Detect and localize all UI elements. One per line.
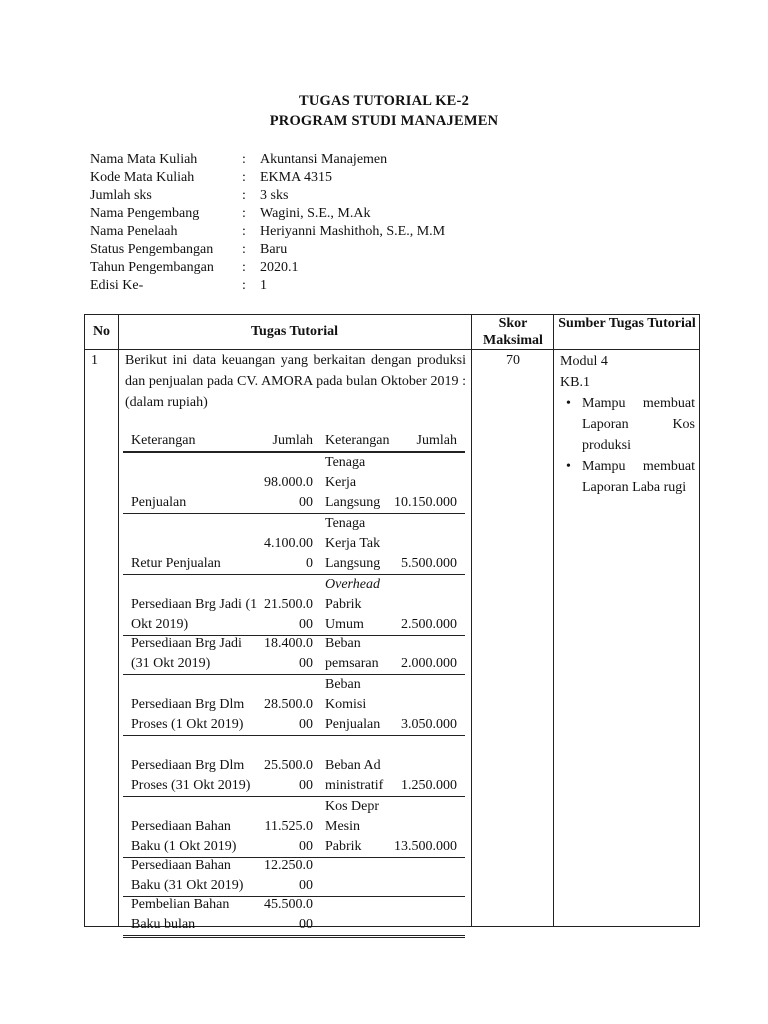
inner-cell: 3.050.000 [401, 717, 457, 732]
bullet-text: Mampu membuat Laporan Kos produksi [582, 396, 695, 453]
inner-header-row [123, 410, 465, 453]
info-value: 2020.1 [260, 260, 299, 275]
info-colon: : [242, 224, 246, 239]
inner-cell: 13.500.000 [394, 839, 457, 854]
bullet-text: Mampu membuat Laporan Laba rugi [582, 459, 695, 495]
info-colon: : [242, 170, 246, 185]
info-colon: : [242, 242, 246, 257]
inner-cell: Persediaan Brg Dlm Proses (1 Okt 2019) [131, 697, 245, 732]
inner-cell: 11.525.000 [264, 819, 313, 854]
inner-row [123, 453, 465, 514]
bullet-icon: • [566, 396, 571, 411]
column-divider [471, 315, 472, 926]
info-row [90, 259, 590, 277]
inner-cell: Kos Depr Mesin Pabrik [325, 799, 380, 854]
info-colon: : [242, 260, 246, 275]
info-label: Jumlah sks [90, 188, 152, 203]
info-label: Tahun Pengembangan [90, 260, 214, 275]
tutorial-table [84, 314, 700, 932]
info-value: 3 sks [260, 188, 289, 203]
inner-row [123, 736, 465, 797]
info-value: EKMA 4315 [260, 170, 332, 185]
inner-header-jumlah: Jumlah [272, 433, 313, 448]
inner-cell: Beban Komisi Penjualan [325, 677, 381, 732]
info-value: Heriyanni Mashithoh, S.E., M.M [260, 224, 446, 239]
inner-cell: 21.500.000 [264, 597, 313, 632]
info-row [90, 151, 590, 169]
inner-cell: Tenaga Kerja Tak Langsung [325, 516, 381, 571]
inner-cell: 45.500.000 [264, 897, 313, 932]
info-row [90, 205, 590, 223]
column-divider [553, 315, 554, 926]
inner-row [123, 636, 465, 675]
source-bullet [560, 393, 695, 456]
info-row [90, 187, 590, 205]
info-label: Nama Penelaah [90, 224, 178, 239]
inner-row [123, 514, 465, 575]
info-value: 1 [260, 278, 267, 293]
inner-cell: 2.500.000 [401, 617, 457, 632]
inner-cell: Beban Administratif [325, 758, 384, 793]
inner-cell: Persediaan Bahan Baku (1 Okt 2019) [131, 819, 237, 854]
task-description: Berikut ini data keuangan yang berkaitan dengan produksi dan penjualan pada CV. AMORA pada bulan Oktober 2019 :(dalam rupiah) [125, 353, 466, 410]
source-module: Modul 4 [560, 354, 608, 369]
inner-cell: 12.250.000 [264, 858, 313, 893]
program-title: PROGRAM STUDI MANAJEMEN [269, 113, 499, 129]
inner-row [123, 797, 465, 858]
inner-cell: 1.250.000 [401, 778, 457, 793]
inner-cell: 2.000.000 [401, 656, 457, 671]
inner-cell: Pembelian Bahan Baku bulan [131, 897, 230, 932]
inner-cell: Persediaan Brg Jadi (1 Okt 2019) [131, 597, 258, 632]
inner-cell: 4.100.000 [264, 536, 313, 571]
inner-cell: 10.150.000 [394, 495, 457, 510]
info-row [90, 223, 590, 241]
info-label: Status Pengembangan [90, 242, 214, 257]
inner-cell: Beban pemsaran [325, 636, 379, 671]
header-no: No [92, 324, 111, 339]
inner-row [123, 575, 465, 636]
inner-cell: 25.500.000 [264, 758, 313, 793]
info-row [90, 169, 590, 187]
header-tugas: Tugas Tutorial [250, 324, 339, 339]
inner-row [123, 675, 465, 736]
inner-cell: 98.000.000 [264, 475, 313, 510]
info-label: Edisi Ke- [90, 278, 144, 293]
header-skor: Skor Maksimal [483, 316, 543, 348]
info-colon: : [242, 152, 246, 167]
source-cell [560, 351, 695, 498]
inner-cell: 5.500.000 [401, 556, 457, 571]
inner-cell: Persediaan Bahan Baku (31 Okt 2019) [131, 858, 244, 893]
inner-cell: 28.500.000 [264, 697, 313, 732]
header-sumber: Sumber Tugas Tutorial [558, 316, 696, 331]
course-info [90, 151, 590, 295]
info-row [90, 241, 590, 259]
info-label: Nama Pengembang [90, 206, 200, 221]
italic-word: Overhead [325, 577, 380, 592]
row-number: 1 [91, 353, 98, 368]
inner-header-keterangan: Keterangan [131, 433, 196, 448]
info-row [90, 277, 590, 295]
inner-header-keterangan-2: Keterangan [325, 433, 390, 448]
inner-header-jumlah-2: Jumlah [416, 433, 457, 448]
inner-cell: Tenaga Kerja Langsung [325, 455, 381, 510]
inner-cell: Retur Penjualan [131, 556, 221, 571]
source-kb: KB.1 [560, 375, 590, 390]
info-value: Baru [260, 242, 288, 257]
info-label: Nama Mata Kuliah [90, 152, 198, 167]
inner-cell: Persediaan Brg Jadi (31 Okt 2019) [131, 636, 242, 671]
inner-cell: Penjualan [131, 495, 187, 510]
max-score: 70 [506, 353, 520, 368]
info-label: Kode Mata Kuliah [90, 170, 195, 185]
column-divider [118, 315, 119, 926]
info-colon: : [242, 278, 246, 293]
inner-cell: 18.400.000 [264, 636, 313, 671]
source-bullet [560, 456, 695, 498]
info-value: Wagini, S.E., M.Ak [260, 206, 371, 221]
info-colon: : [242, 206, 246, 221]
document-title: TUGAS TUTORIAL KE-2 [298, 93, 470, 109]
info-colon: : [242, 188, 246, 203]
inner-cell-overhead: Overhead Pabrik Umum [325, 577, 380, 632]
inner-row [123, 858, 465, 897]
info-value: Akuntansi Manajemen [260, 152, 388, 167]
inner-cell: Persediaan Brg Dlm Proses (31 Okt 2019) [131, 758, 251, 793]
bullet-icon: • [566, 459, 571, 474]
financial-data-table [123, 410, 465, 938]
inner-row [123, 897, 465, 938]
